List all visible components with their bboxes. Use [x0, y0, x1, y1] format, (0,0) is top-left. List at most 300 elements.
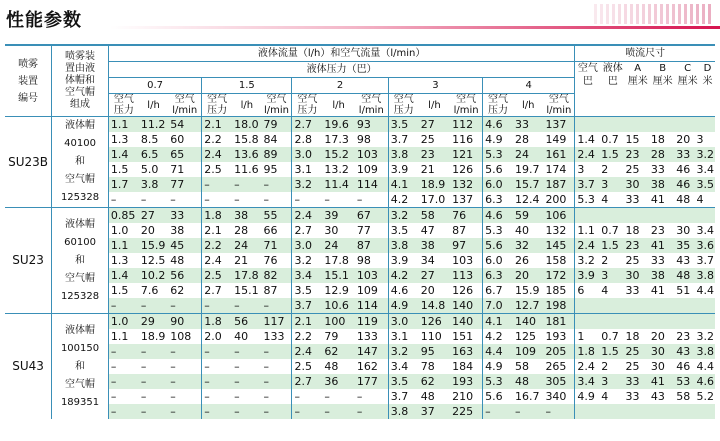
cell: 1.1 — [108, 329, 138, 344]
dim-column-2 — [628, 62, 648, 88]
cell: 3.6 — [696, 239, 714, 252]
cell: – — [202, 404, 232, 419]
cell: 10.2 — [139, 268, 168, 283]
cell: 97 — [450, 238, 482, 253]
stripe — [660, 4, 663, 24]
cell: 3.8 — [388, 404, 418, 419]
cell: – — [262, 344, 292, 359]
cell: 2 — [599, 162, 623, 177]
cell: 265 — [543, 359, 574, 374]
cell: 2.4 — [575, 238, 599, 253]
cell: 193 — [450, 374, 482, 389]
cell: 2.8 — [292, 132, 322, 147]
cell: 4 — [599, 192, 623, 208]
line: 液体帽 — [65, 218, 96, 230]
line: 喷雾装 — [65, 51, 96, 62]
cell: 18 — [649, 132, 674, 147]
cell: 95 — [262, 162, 292, 177]
table-row — [5, 238, 715, 253]
cell: 3.8 — [388, 238, 418, 253]
stripe — [606, 4, 609, 24]
cell: 30 — [624, 177, 649, 192]
cell: 30 — [322, 223, 354, 238]
cell: 1.1 — [108, 117, 138, 133]
cell: 59 — [513, 208, 543, 224]
cell: 41 — [649, 192, 674, 208]
cell: 3.5 — [388, 117, 418, 133]
cell: 4 — [599, 283, 623, 298]
cell — [599, 298, 623, 314]
cell — [674, 117, 694, 133]
cell: – — [232, 389, 261, 404]
cell — [674, 314, 694, 330]
cell: 4.4 — [696, 360, 714, 373]
cell: 0.7 — [599, 223, 623, 238]
cell: 109 — [513, 344, 543, 359]
stripe — [702, 4, 705, 24]
cell — [624, 298, 649, 314]
line: 空气 — [361, 94, 382, 105]
cell: 4.4 — [696, 284, 714, 297]
cell — [575, 208, 599, 224]
cell: 1.4 — [108, 147, 138, 162]
cell: 3 — [695, 132, 716, 147]
cell: 121 — [450, 147, 482, 162]
table-row — [5, 329, 715, 344]
cell — [695, 314, 716, 330]
header-decoration — [594, 4, 714, 24]
cell: 3 — [599, 268, 623, 283]
cell: – — [322, 192, 354, 208]
cell: 110 — [419, 329, 450, 344]
cell: 41 — [649, 283, 674, 298]
table-row — [5, 177, 715, 192]
cell: 12.9 — [322, 283, 354, 298]
stripe — [636, 4, 639, 24]
cell: 5.3 — [483, 223, 513, 238]
cell: 3.2 — [575, 253, 599, 268]
cell: 126 — [450, 162, 482, 177]
line: 压力 — [297, 105, 318, 116]
cell: 3.8 — [388, 147, 418, 162]
line: 压力 — [393, 105, 414, 116]
cell: 18 — [624, 329, 649, 344]
cell: 17.0 — [419, 192, 450, 208]
cell: 1.5 — [599, 238, 623, 253]
cell: 5.3 — [483, 374, 513, 389]
line: 和 — [75, 360, 86, 372]
cell: 15.7 — [513, 177, 543, 192]
cell: 46 — [674, 177, 694, 192]
cell: 90 — [168, 314, 201, 330]
cell: 27 — [419, 117, 450, 133]
line: l/min — [263, 105, 289, 116]
stripe — [642, 4, 645, 24]
dim-unit: 巴 — [582, 76, 593, 87]
cell — [599, 208, 623, 224]
stripe — [600, 4, 603, 24]
cell: 1.1 — [575, 223, 599, 238]
cell: 0.7 — [599, 329, 623, 344]
cell: – — [202, 192, 232, 208]
cell: 20 — [513, 268, 543, 283]
cell: 2.4 — [575, 359, 599, 374]
cell: 6.3 — [483, 192, 513, 208]
cell: 36 — [322, 374, 354, 389]
cell: – — [168, 359, 201, 374]
cell: 25 — [624, 359, 649, 374]
line: 空气 — [297, 94, 318, 105]
cell: 3.9 — [388, 162, 418, 177]
cell: 12.7 — [513, 298, 543, 314]
cell: 23 — [649, 223, 674, 238]
cell: 32 — [513, 238, 543, 253]
cell: 4.9 — [575, 389, 599, 404]
cell: 3.7 — [696, 254, 714, 267]
line: 60100 — [64, 236, 96, 248]
cell: 140 — [450, 314, 482, 330]
line: l/min — [358, 105, 384, 116]
cell — [575, 117, 599, 133]
stripe — [612, 4, 615, 24]
cell: 25 — [624, 253, 649, 268]
line: 体帽和 — [65, 75, 96, 86]
cell: – — [168, 298, 201, 314]
cell: 4.1 — [483, 314, 513, 330]
cell: 116 — [450, 132, 482, 147]
cell: 109 — [355, 283, 388, 298]
sub-air-pressure — [202, 94, 232, 117]
cell: 79 — [322, 329, 354, 344]
cell: 20 — [419, 283, 450, 298]
cell: 29 — [139, 314, 168, 330]
cell: 62 — [168, 283, 201, 298]
cell: – — [322, 404, 354, 419]
cell: 161 — [543, 147, 574, 162]
cell: 1.3 — [108, 253, 138, 268]
cell: 3.4 — [696, 224, 714, 237]
cell — [624, 404, 649, 419]
cell: – — [168, 404, 201, 419]
cell: 5.3 — [483, 147, 513, 162]
cell: 6.3 — [483, 268, 513, 283]
cell: 133 — [355, 329, 388, 344]
cell: – — [262, 359, 292, 374]
cell: 26 — [513, 253, 543, 268]
cell: 3.2 — [388, 344, 418, 359]
cell: 1 — [575, 329, 599, 344]
cell: 18.9 — [139, 329, 168, 344]
cell: 28 — [649, 147, 674, 162]
cell: 93 — [355, 117, 388, 133]
cell: 5.2 — [696, 390, 714, 403]
cell: 45 — [168, 238, 201, 253]
cell: 58 — [513, 359, 543, 374]
stripe — [678, 4, 681, 24]
cell: 33 — [649, 253, 674, 268]
table-row — [5, 162, 715, 177]
cell: 2.7 — [292, 117, 322, 133]
cell: 112 — [450, 117, 482, 133]
device-id: SU23B — [5, 117, 52, 208]
cell: – — [232, 359, 261, 374]
cell: 12.4 — [513, 192, 543, 208]
stripe — [708, 4, 711, 24]
cell: 133 — [262, 329, 292, 344]
line: l/min — [453, 105, 479, 116]
cell: 3.0 — [292, 147, 322, 162]
cell: – — [202, 359, 232, 374]
table-row — [5, 208, 715, 224]
cell: 19.7 — [513, 162, 543, 177]
cell: 137 — [543, 117, 574, 133]
cell: 20 — [139, 223, 168, 238]
dim-label: C — [684, 63, 692, 74]
stripe — [630, 4, 633, 24]
cell: 2.2 — [292, 329, 322, 344]
cell: 114 — [355, 298, 388, 314]
composition — [52, 208, 109, 314]
line: 空气帽 — [65, 378, 96, 390]
table-row — [5, 344, 715, 359]
stripe — [672, 4, 675, 24]
cell: 58 — [419, 208, 450, 224]
cell: 140 — [513, 314, 543, 330]
dim-label: D — [703, 63, 712, 74]
cell — [599, 117, 623, 133]
cell: 53 — [674, 374, 694, 389]
table-row — [5, 389, 715, 404]
cell: 4.2 — [483, 329, 513, 344]
cell: 3.5 — [388, 223, 418, 238]
page-header — [0, 0, 720, 38]
cell: 103 — [450, 253, 482, 268]
cell: 113 — [450, 268, 482, 283]
cell: 2 — [599, 359, 623, 374]
cell: 184 — [450, 359, 482, 374]
cell: – — [262, 177, 292, 192]
cell: 6.0 — [483, 177, 513, 192]
cell: 205 — [543, 344, 574, 359]
cell: – — [139, 359, 168, 374]
cell: 30 — [649, 359, 674, 374]
device-id: SU23 — [5, 208, 52, 314]
cell: 3.8 — [696, 269, 714, 282]
cell: 2.4 — [202, 253, 232, 268]
cell: – — [483, 404, 513, 419]
cell: 200 — [543, 192, 574, 208]
cell: 15.1 — [322, 268, 354, 283]
cell: 2.2 — [202, 132, 232, 147]
cell: 2.7 — [202, 283, 232, 298]
cell: 109 — [355, 162, 388, 177]
line: 空气 — [456, 94, 477, 105]
dim-unit: 厘米 — [627, 76, 648, 87]
cell: 1.8 — [202, 314, 232, 330]
line: 喷雾 — [18, 58, 39, 70]
cell: 3 — [599, 374, 623, 389]
cell: – — [168, 344, 201, 359]
cell: 43 — [649, 389, 674, 404]
cell: 3.7 — [388, 132, 418, 147]
cell: – — [355, 192, 388, 208]
cell: 103 — [355, 268, 388, 283]
cell: 3.7 — [292, 298, 322, 314]
sub-air-flow — [168, 94, 201, 117]
cell — [624, 117, 649, 133]
cell — [599, 404, 623, 419]
stripe — [618, 4, 621, 24]
cell: 33 — [674, 147, 694, 162]
cell: – — [262, 192, 292, 208]
cell: 33 — [624, 389, 649, 404]
cell — [575, 298, 599, 314]
cell: 27 — [139, 208, 168, 224]
cell: 1.0 — [108, 223, 138, 238]
stripe — [594, 4, 597, 24]
cell: 198 — [543, 298, 574, 314]
cell: 4.4 — [483, 344, 513, 359]
cell — [649, 208, 674, 224]
cell: 132 — [450, 177, 482, 192]
cell: 2.4 — [202, 147, 232, 162]
cell: 3 — [599, 177, 623, 192]
line: 125328 — [60, 290, 100, 302]
cell: 3.4 — [575, 374, 599, 389]
line: 压力 — [113, 105, 134, 116]
sub-air-flow — [355, 94, 388, 117]
cell: 151 — [450, 329, 482, 344]
cell: 2.1 — [292, 314, 322, 330]
cell: 3.0 — [292, 238, 322, 253]
cell: 48 — [674, 192, 694, 208]
cell: 19.6 — [322, 117, 354, 133]
cell: 54 — [168, 117, 201, 133]
cell: 147 — [355, 344, 388, 359]
dim-column-0 — [578, 62, 598, 88]
cell: – — [139, 192, 168, 208]
stripe — [666, 4, 669, 24]
cell: 78 — [419, 359, 450, 374]
cell: 38 — [649, 268, 674, 283]
cell: 100 — [322, 314, 354, 330]
cell: 6.7 — [483, 283, 513, 298]
pressure-1: 1.5 — [202, 78, 292, 94]
composition — [52, 117, 109, 208]
cell: 15.1 — [232, 283, 261, 298]
cell: 23 — [624, 147, 649, 162]
cell: 305 — [543, 374, 574, 389]
cell: 2.7 — [292, 374, 322, 389]
line: 和 — [75, 254, 86, 266]
cell: 21 — [232, 253, 261, 268]
cell: 1.3 — [108, 132, 138, 147]
pressure-3: 3 — [388, 78, 482, 94]
cell: – — [262, 404, 292, 419]
cell — [575, 404, 599, 419]
dim-column-4 — [678, 62, 698, 88]
cell: 3 — [575, 162, 599, 177]
cell: 56 — [232, 314, 261, 330]
sub-air-flow — [262, 94, 292, 117]
cell: 4.6 — [388, 283, 418, 298]
table-row — [5, 298, 715, 314]
cell: 8.5 — [139, 132, 168, 147]
line: 空气帽 — [65, 87, 96, 98]
cell: 2.7 — [292, 223, 322, 238]
cell: 38 — [232, 208, 261, 224]
cell: 14.8 — [419, 298, 450, 314]
cell: 15.9 — [139, 238, 168, 253]
cell: 77 — [355, 223, 388, 238]
cell: – — [108, 298, 138, 314]
cell: 340 — [543, 389, 574, 404]
stripe — [696, 4, 699, 24]
cell: 20 — [649, 329, 674, 344]
cell: 4.6 — [483, 208, 513, 224]
cell: 56 — [168, 268, 201, 283]
cell: 1.8 — [575, 344, 599, 359]
cell: – — [108, 389, 138, 404]
cell: 126 — [450, 283, 482, 298]
cell: 2.1 — [202, 117, 232, 133]
cell: 33 — [624, 192, 649, 208]
cell — [575, 314, 599, 330]
cell: 55 — [262, 208, 292, 224]
cell: – — [262, 298, 292, 314]
cell: – — [543, 404, 574, 419]
line: 空气 — [266, 94, 287, 105]
table-row — [5, 404, 715, 419]
cell: 162 — [355, 359, 388, 374]
cell: 15.8 — [232, 132, 261, 147]
cell: 7.6 — [139, 283, 168, 298]
cell: 33 — [624, 374, 649, 389]
cell: – — [168, 374, 201, 389]
cell: 2.2 — [202, 238, 232, 253]
line: 液体帽 — [65, 120, 96, 131]
cell: 1.5 — [599, 344, 623, 359]
cell: 40 — [513, 223, 543, 238]
cell — [674, 208, 694, 224]
cell: 3.5 — [388, 374, 418, 389]
cell: 24 — [322, 238, 354, 253]
cell: 4.2 — [388, 192, 418, 208]
cell: 117 — [262, 314, 292, 330]
line: 空气帽 — [65, 174, 96, 185]
cell: 18 — [624, 223, 649, 238]
cell: 6 — [575, 283, 599, 298]
cell: 12.5 — [139, 253, 168, 268]
cell: 30 — [624, 268, 649, 283]
cell: 7.0 — [483, 298, 513, 314]
cell: 41 — [649, 238, 674, 253]
cell: 187 — [543, 177, 574, 192]
cell: 17.3 — [322, 132, 354, 147]
sub-air-pressure — [292, 94, 322, 117]
cell: – — [262, 389, 292, 404]
pressure-2: 2 — [292, 78, 388, 94]
cell: 185 — [543, 283, 574, 298]
dim-unit: 巴 — [607, 76, 618, 87]
cell: 98 — [355, 253, 388, 268]
stripe — [648, 4, 651, 24]
cell: 4.6 — [696, 375, 714, 388]
table-row — [5, 117, 715, 133]
sub-air-pressure — [483, 94, 513, 117]
cell: – — [202, 389, 232, 404]
sub-air-pressure — [108, 94, 138, 117]
